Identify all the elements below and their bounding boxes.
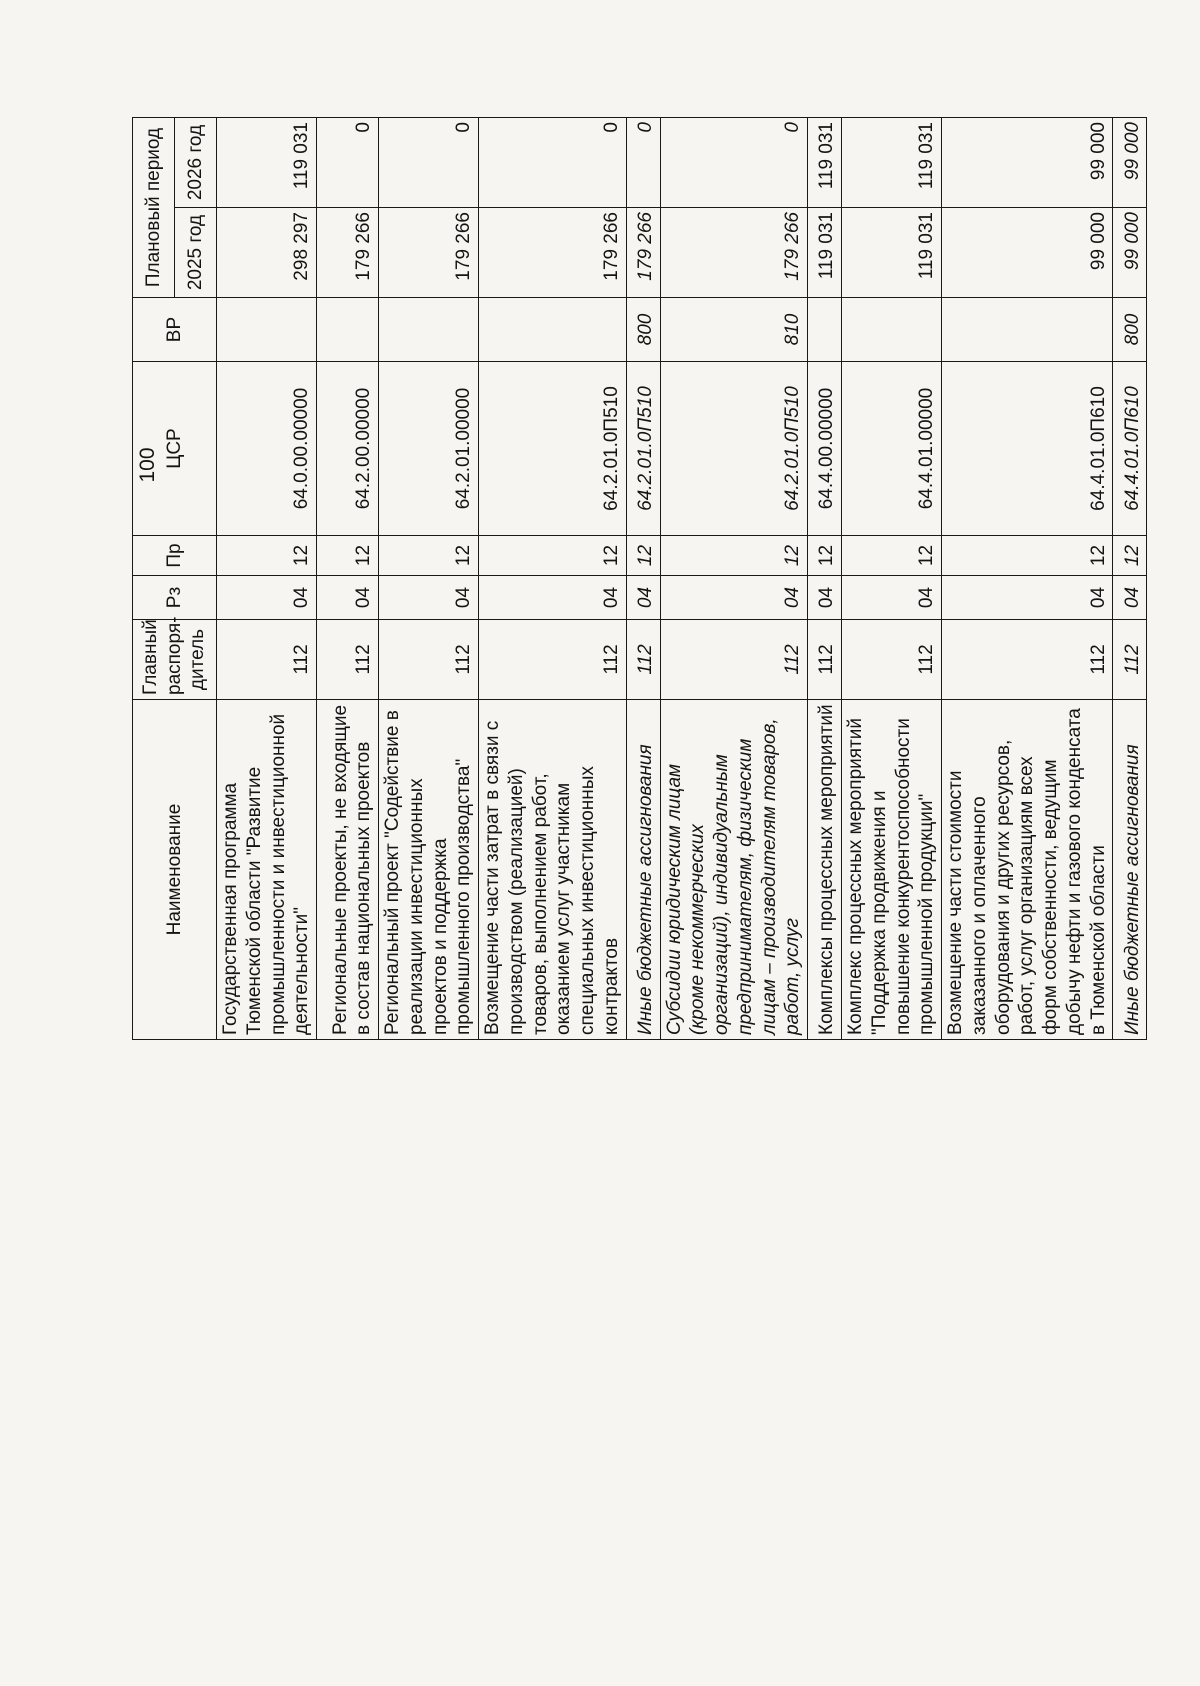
row-name: Возмещение части затрат в связи с производством (реализацией) товаров, выполнением работ, оказанием услуг участникам специальных инвестиционных контрактов bbox=[479, 700, 627, 1040]
row-value-2025: 179 266 bbox=[479, 208, 627, 298]
row-csr: 64.4.01.0П610 bbox=[942, 362, 1113, 536]
row-vr bbox=[379, 298, 479, 362]
row-name: Государственная программа Тюменской области "Развитие промышленности и инвестиционной деятельности" bbox=[217, 700, 317, 1040]
header-planned-period: Плановый период bbox=[133, 117, 175, 297]
row-value-2025: 119 031 bbox=[842, 208, 942, 298]
row-pr: 12 bbox=[942, 536, 1113, 576]
header-vr: ВР bbox=[133, 298, 217, 362]
row-csr: 64.2.01.0П510 bbox=[626, 362, 660, 536]
row-name: Региональный проект "Содействие в реализации инвестиционных проектов и поддержка промышленного производства" bbox=[379, 700, 479, 1040]
row-vr: 810 bbox=[660, 298, 808, 362]
row-value-2025: 179 266 bbox=[660, 208, 808, 298]
row-csr: 64.2.00.00000 bbox=[317, 362, 379, 536]
row-main-admin: 112 bbox=[660, 620, 808, 700]
row-value-2026: 0 bbox=[626, 117, 660, 207]
row-name: Комплекс процессных мероприятий "Поддержка продвижения и повышение конкурентоспособности промышленной продукции" bbox=[842, 700, 942, 1040]
row-value-2026: 99 000 bbox=[1113, 117, 1147, 207]
row-rz: 04 bbox=[842, 576, 942, 620]
row-main-admin: 112 bbox=[942, 620, 1113, 700]
row-value-2026: 0 bbox=[379, 117, 479, 207]
row-value-2026: 0 bbox=[479, 117, 627, 207]
header-main-admin: Главный распоря- дитель bbox=[133, 620, 217, 700]
header-name: Наименование bbox=[133, 700, 217, 1040]
row-value-2025: 179 266 bbox=[626, 208, 660, 298]
row-csr: 64.4.00.00000 bbox=[808, 362, 842, 536]
header-year-2025: 2025 год bbox=[175, 208, 217, 298]
header-csr: ЦСР bbox=[133, 362, 217, 536]
row-vr bbox=[808, 298, 842, 362]
row-vr: 800 bbox=[1113, 298, 1147, 362]
row-value-2025: 119 031 bbox=[808, 208, 842, 298]
row-csr: 64.2.01.0П510 bbox=[479, 362, 627, 536]
row-value-2026: 99 000 bbox=[942, 117, 1113, 207]
row-main-admin: 112 bbox=[317, 620, 379, 700]
row-rz: 04 bbox=[808, 576, 842, 620]
table-row bbox=[660, 117, 808, 1039]
row-name: Иные бюджетные ассигнования bbox=[626, 700, 660, 1040]
budget-table-sheet bbox=[132, 118, 1143, 1040]
row-main-admin: 112 bbox=[379, 620, 479, 700]
table-row bbox=[942, 117, 1113, 1039]
row-rz: 04 bbox=[317, 576, 379, 620]
header-pr: Пр bbox=[133, 536, 217, 576]
row-value-2025: 99 000 bbox=[1113, 208, 1147, 298]
row-main-admin: 112 bbox=[842, 620, 942, 700]
row-value-2025: 179 266 bbox=[317, 208, 379, 298]
row-value-2026: 119 031 bbox=[217, 117, 317, 207]
row-value-2026: 119 031 bbox=[808, 117, 842, 207]
row-pr: 12 bbox=[479, 536, 627, 576]
row-value-2026: 0 bbox=[317, 117, 379, 207]
row-value-2026: 0 bbox=[660, 117, 808, 207]
header-year-2026: 2026 год bbox=[175, 117, 217, 207]
row-rz: 04 bbox=[626, 576, 660, 620]
row-name: Возмещение части стоимости заказанного и оплаченного оборудования и других ресурсов, работ, услуг организациям всех форм собственности, ведущим добычу нефти и газового конденсата в Тюменской области bbox=[942, 700, 1113, 1040]
row-main-admin: 112 bbox=[217, 620, 317, 700]
row-csr: 64.0.00.00000 bbox=[217, 362, 317, 536]
row-csr: 64.4.01.0П610 bbox=[1113, 362, 1147, 536]
row-main-admin: 112 bbox=[1113, 620, 1147, 700]
row-rz: 04 bbox=[1113, 576, 1147, 620]
table-row bbox=[317, 117, 379, 1039]
table-row bbox=[808, 117, 842, 1039]
row-vr bbox=[942, 298, 1113, 362]
row-vr bbox=[217, 298, 317, 362]
row-vr bbox=[479, 298, 627, 362]
table-row bbox=[379, 117, 479, 1039]
row-rz: 04 bbox=[217, 576, 317, 620]
row-pr: 12 bbox=[626, 536, 660, 576]
row-pr: 12 bbox=[379, 536, 479, 576]
row-value-2025: 179 266 bbox=[379, 208, 479, 298]
row-main-admin: 112 bbox=[808, 620, 842, 700]
row-value-2026: 119 031 bbox=[842, 117, 942, 207]
row-pr: 12 bbox=[317, 536, 379, 576]
table-row bbox=[626, 117, 660, 1039]
row-pr: 12 bbox=[808, 536, 842, 576]
table-row bbox=[479, 117, 627, 1039]
row-name: Комплексы процессных мероприятий bbox=[808, 700, 842, 1040]
row-pr: 12 bbox=[217, 536, 317, 576]
row-vr bbox=[317, 298, 379, 362]
row-rz: 04 bbox=[379, 576, 479, 620]
row-vr: 800 bbox=[626, 298, 660, 362]
table-row bbox=[1113, 117, 1147, 1039]
row-rz: 04 bbox=[479, 576, 627, 620]
row-pr: 12 bbox=[1113, 536, 1147, 576]
row-csr: 64.4.01.00000 bbox=[842, 362, 942, 536]
page-number: 100 bbox=[136, 447, 159, 483]
table-row bbox=[217, 117, 317, 1039]
row-name: Региональные проекты, не входящие в состав национальных проектов bbox=[317, 700, 379, 1040]
row-vr bbox=[842, 298, 942, 362]
row-value-2025: 298 297 bbox=[217, 208, 317, 298]
budget-table bbox=[132, 117, 1147, 1040]
row-name: Иные бюджетные ассигнования bbox=[1113, 700, 1147, 1040]
row-name: Субсидии юридическим лицам (кроме некоммерческих организаций), индивидуальным предпринимателям, физическим лицам – производителям товаров, работ, услуг bbox=[660, 700, 808, 1040]
row-csr: 64.2.01.00000 bbox=[379, 362, 479, 536]
row-value-2025: 99 000 bbox=[942, 208, 1113, 298]
row-main-admin: 112 bbox=[479, 620, 627, 700]
row-csr: 64.2.01.0П510 bbox=[660, 362, 808, 536]
row-main-admin: 112 bbox=[626, 620, 660, 700]
header-rz: Рз bbox=[133, 576, 217, 620]
table-row bbox=[842, 117, 942, 1039]
row-rz: 04 bbox=[660, 576, 808, 620]
row-rz: 04 bbox=[942, 576, 1113, 620]
row-pr: 12 bbox=[660, 536, 808, 576]
row-pr: 12 bbox=[842, 536, 942, 576]
